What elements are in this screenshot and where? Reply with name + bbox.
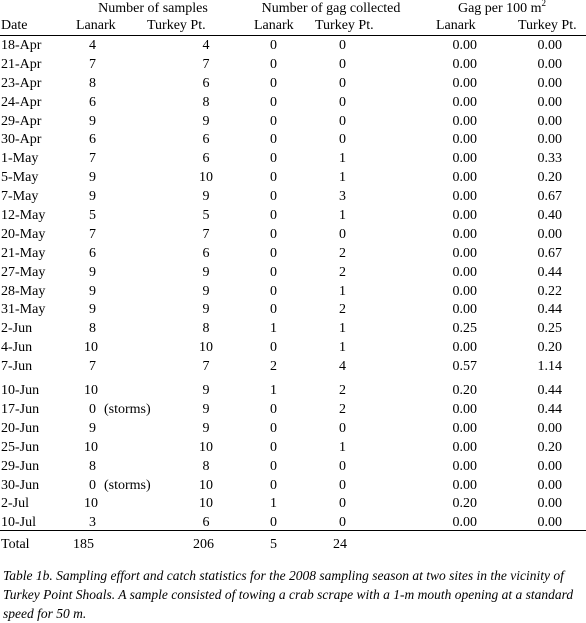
turkey-density-cell: 0.44: [537, 264, 562, 280]
date-cell: 4-Jun: [1, 340, 33, 356]
turkey-samples-cell: 5: [202, 208, 210, 224]
date-cell: 2-Jun: [1, 321, 33, 337]
turkey-density-cell: 0.00: [537, 38, 562, 53]
lanark-density-cell: 0.57: [452, 359, 477, 375]
turkey-density-cell: 0.33: [537, 151, 562, 167]
turkey-samples-cell: 10: [199, 477, 213, 493]
turkey-samples-cell: 6: [202, 245, 210, 261]
turkey-density-cell: 0.00: [537, 75, 562, 91]
lanark-samples-cell: 10: [84, 383, 98, 399]
lanark-density-cell: 0.00: [452, 439, 477, 455]
total-rule: [0, 530, 586, 531]
turkey-density-cell: 0.00: [537, 458, 562, 474]
date-cell: 28-May: [1, 283, 46, 299]
lanark-gag-cell: 0: [270, 56, 277, 72]
table-row: [0, 320, 586, 339]
lanark-gag-cell: 0: [270, 38, 277, 53]
lanark-gag-cell: 0: [270, 264, 277, 280]
lanark-density-cell: 0.00: [452, 38, 477, 53]
lanark-gag-cell: 0: [270, 302, 277, 318]
superscript-two: 2: [541, 0, 547, 8]
turkey-gag-cell: 0: [339, 420, 346, 436]
column-header-date: Date: [1, 18, 28, 33]
lanark-density-cell: 0.00: [452, 283, 477, 299]
lanark-samples-note: (storms): [104, 477, 151, 493]
column-header-turkey-samples: Turkey Pt.: [147, 18, 206, 33]
turkey-samples-cell: 10: [199, 439, 213, 455]
date-cell: 7-May: [1, 189, 39, 205]
lanark-samples-cell: 7: [89, 56, 96, 72]
date-cell: 29-Jun: [1, 458, 40, 474]
turkey-gag-cell: 3: [339, 189, 346, 205]
lanark-density-cell: 0.00: [452, 515, 477, 531]
date-cell: 18-Apr: [1, 38, 42, 53]
turkey-density-cell: 0.20: [537, 340, 562, 356]
date-cell: 10-Jul: [1, 515, 36, 531]
column-header-turkey-gag: Turkey Pt.: [315, 18, 374, 33]
total-label: Total: [1, 537, 30, 552]
total-row: [0, 536, 586, 554]
lanark-density-cell: 0.00: [452, 208, 477, 224]
turkey-gag-cell: 2: [339, 264, 346, 280]
lanark-gag-cell: 1: [270, 321, 277, 337]
table-row: [0, 495, 586, 514]
lanark-density-cell: 0.00: [452, 170, 477, 186]
lanark-density-cell: 0.00: [452, 420, 477, 436]
date-cell: 1-May: [1, 151, 39, 167]
turkey-density-cell: 0.00: [537, 477, 562, 493]
table-body: [0, 37, 586, 533]
turkey-gag-cell: 2: [339, 383, 346, 399]
lanark-gag-cell: 2: [270, 359, 277, 375]
lanark-density-cell: 0.00: [452, 245, 477, 261]
lanark-samples-cell: 10: [84, 340, 98, 356]
date-cell: 21-May: [1, 245, 46, 261]
lanark-density-cell: 0.00: [452, 302, 477, 318]
lanark-density-cell: 0.00: [452, 56, 477, 72]
table-row: [0, 150, 586, 169]
turkey-samples-cell: 6: [202, 515, 210, 531]
lanark-gag-cell: 0: [270, 189, 277, 205]
lanark-samples-cell: 8: [89, 321, 96, 337]
lanark-samples-cell: 9: [89, 420, 96, 436]
date-cell: 30-Jun: [1, 477, 40, 493]
lanark-density-cell: 0.00: [452, 402, 477, 418]
lanark-gag-cell: 1: [270, 383, 277, 399]
lanark-density-cell: 0.00: [452, 132, 477, 148]
header-gag-per-100m2-text: Gag per 100 m: [457, 1, 542, 16]
lanark-density-cell: 0.00: [452, 458, 477, 474]
lanark-gag-cell: 1: [270, 496, 277, 512]
table-row: [0, 226, 586, 245]
lanark-gag-cell: 0: [270, 151, 277, 167]
turkey-samples-cell: 9: [202, 189, 210, 205]
turkey-density-cell: 0.00: [537, 113, 562, 129]
table-row: [0, 94, 586, 113]
date-cell: 25-Jun: [1, 439, 40, 455]
turkey-gag-cell: 2: [339, 302, 346, 318]
turkey-gag-cell: 1: [339, 321, 346, 337]
lanark-gag-cell: 0: [270, 283, 277, 299]
turkey-samples-cell: 8: [202, 94, 210, 110]
turkey-samples-cell: 9: [202, 402, 210, 418]
lanark-gag-cell: 0: [270, 439, 277, 455]
lanark-gag-cell: 0: [270, 226, 277, 242]
turkey-samples-cell: 6: [202, 132, 210, 148]
lanark-gag-cell: 0: [270, 94, 277, 110]
header-number-of-gag-collected: Number of gag collected: [261, 1, 401, 16]
lanark-samples-cell: 7: [89, 226, 96, 242]
lanark-density-cell: 0.00: [452, 264, 477, 280]
turkey-gag-cell: 0: [339, 56, 346, 72]
lanark-samples-note: (storms): [104, 402, 151, 418]
table-row: [0, 207, 586, 226]
date-cell: 17-Jun: [1, 402, 40, 418]
table-row: [0, 245, 586, 264]
turkey-gag-cell: 1: [339, 151, 346, 167]
date-cell: 10-Jun: [1, 383, 40, 399]
turkey-gag-cell: 2: [339, 245, 346, 261]
turkey-gag-cell: 1: [339, 208, 346, 224]
turkey-density-cell: 1.14: [537, 359, 562, 375]
turkey-density-cell: 0.44: [537, 383, 562, 399]
turkey-density-cell: 0.44: [537, 402, 562, 418]
column-header-lanark-gag: Lanark: [254, 18, 294, 33]
turkey-gag-cell: 1: [339, 439, 346, 455]
table-row: [0, 169, 586, 188]
date-cell: 12-May: [1, 208, 46, 224]
lanark-gag-cell: 0: [270, 515, 277, 531]
lanark-samples-cell: 6: [89, 94, 96, 110]
turkey-density-cell: 0.00: [537, 94, 562, 110]
lanark-density-cell: 0.25: [452, 321, 477, 337]
lanark-gag-cell: 0: [270, 245, 277, 261]
lanark-samples-cell: 3: [89, 515, 96, 531]
lanark-gag-cell: 0: [270, 208, 277, 224]
table-row: [0, 439, 586, 458]
date-cell: 2-Jul: [1, 496, 29, 512]
table-row: [0, 401, 586, 420]
date-cell: 20-May: [1, 226, 46, 242]
lanark-density-cell: 0.00: [452, 477, 477, 493]
turkey-density-cell: 0.00: [537, 496, 562, 512]
table-row: [0, 75, 586, 94]
table-row: [0, 477, 586, 496]
lanark-density-cell: 0.00: [452, 75, 477, 91]
date-cell: 5-May: [1, 170, 39, 186]
turkey-samples-cell: 7: [202, 56, 210, 72]
lanark-samples-cell: 10: [84, 439, 98, 455]
column-header-turkey-density: Turkey Pt.: [518, 18, 577, 33]
date-cell: 31-May: [1, 302, 46, 318]
date-cell: 23-Apr: [1, 75, 42, 91]
lanark-samples-cell: 4: [89, 38, 96, 53]
lanark-gag-cell: 0: [270, 340, 277, 356]
column-header-lanark-density: Lanark: [436, 18, 476, 33]
lanark-density-cell: 0.00: [452, 113, 477, 129]
turkey-samples-cell: 8: [202, 321, 210, 337]
turkey-samples-cell: 10: [199, 340, 213, 356]
lanark-samples-cell: 7: [89, 151, 96, 167]
total-turkey-gag: 24: [333, 537, 347, 552]
table-caption: Table 1b. Sampling effort and catch statistics for the 2008 sampling season at two sites in the vicinity of Turkey Point Shoals. A sample consisted of towing a crab scrape with a 1-m mouth opening at a standard speed for 50 m.: [3, 568, 574, 621]
table-row: [0, 37, 586, 56]
date-cell: 21-Apr: [1, 56, 42, 72]
table-row: [0, 56, 586, 75]
turkey-density-cell: 0.00: [537, 515, 562, 531]
turkey-gag-cell: 0: [339, 94, 346, 110]
lanark-samples-cell: 9: [89, 264, 96, 280]
lanark-gag-cell: 0: [270, 477, 277, 493]
lanark-density-cell: 0.20: [452, 496, 477, 512]
turkey-samples-cell: 9: [202, 302, 210, 318]
lanark-gag-cell: 0: [270, 170, 277, 186]
lanark-samples-cell: 9: [89, 283, 96, 299]
lanark-density-cell: 0.00: [452, 189, 477, 205]
turkey-density-cell: 0.67: [537, 189, 562, 205]
lanark-gag-cell: 0: [270, 458, 277, 474]
lanark-samples-cell: 9: [89, 170, 96, 186]
table-row: [0, 339, 586, 358]
turkey-density-cell: 0.00: [537, 56, 562, 72]
turkey-samples-cell: 10: [199, 170, 213, 186]
turkey-density-cell: 0.44: [537, 302, 562, 318]
turkey-gag-cell: 0: [339, 38, 346, 53]
turkey-density-cell: 0.40: [537, 208, 562, 224]
table-row: [0, 188, 586, 207]
turkey-gag-cell: 1: [339, 170, 346, 186]
turkey-density-cell: 0.25: [537, 321, 562, 337]
lanark-samples-cell: 8: [89, 458, 96, 474]
turkey-gag-cell: 1: [339, 340, 346, 356]
turkey-gag-cell: 2: [339, 402, 346, 418]
date-cell: 30-Apr: [1, 132, 42, 148]
turkey-gag-cell: 0: [339, 477, 346, 493]
turkey-gag-cell: 0: [339, 496, 346, 512]
table-row: [0, 382, 586, 401]
turkey-samples-cell: 9: [202, 113, 210, 129]
turkey-gag-cell: 1: [339, 283, 346, 299]
turkey-density-cell: 0.20: [537, 439, 562, 455]
lanark-density-cell: 0.00: [452, 340, 477, 356]
lanark-samples-cell: 9: [89, 189, 96, 205]
turkey-gag-cell: 0: [339, 458, 346, 474]
turkey-gag-cell: 0: [339, 113, 346, 129]
turkey-samples-cell: 7: [202, 359, 210, 375]
table-row: [0, 420, 586, 439]
lanark-gag-cell: 0: [270, 113, 277, 129]
lanark-samples-cell: 8: [89, 75, 96, 91]
turkey-samples-cell: 7: [202, 226, 210, 242]
header-number-of-samples: Number of samples: [98, 1, 208, 16]
table-row: [0, 131, 586, 150]
lanark-density-cell: 0.20: [452, 383, 477, 399]
lanark-gag-cell: 0: [270, 402, 277, 418]
turkey-density-cell: 0.00: [537, 132, 562, 148]
table-row: [0, 113, 586, 132]
lanark-density-cell: 0.00: [452, 94, 477, 110]
lanark-density-cell: 0.00: [452, 151, 477, 167]
turkey-samples-cell: 9: [202, 264, 210, 280]
table-row: [0, 358, 586, 382]
turkey-samples-cell: 6: [202, 151, 210, 167]
lanark-samples-cell: 9: [89, 113, 96, 129]
lanark-samples-cell: 6: [89, 245, 96, 261]
turkey-gag-cell: 4: [339, 359, 346, 375]
turkey-samples-cell: 9: [202, 383, 210, 399]
date-cell: 24-Apr: [1, 94, 42, 110]
turkey-gag-cell: 0: [339, 515, 346, 531]
table-row: [0, 283, 586, 302]
total-lanark-gag: 5: [270, 537, 277, 552]
lanark-density-cell: 0.00: [452, 226, 477, 242]
turkey-density-cell: 0.00: [537, 226, 562, 242]
total-lanark-samples: 185: [73, 537, 94, 552]
lanark-gag-cell: 0: [270, 132, 277, 148]
column-header-lanark-samples: Lanark: [76, 18, 116, 33]
turkey-samples-cell: 6: [202, 75, 210, 91]
lanark-gag-cell: 0: [270, 420, 277, 436]
date-cell: 27-May: [1, 264, 46, 280]
date-cell: 20-Jun: [1, 420, 40, 436]
turkey-samples-cell: 8: [202, 458, 210, 474]
turkey-samples-cell: 9: [202, 420, 210, 436]
date-cell: 29-Apr: [1, 113, 42, 129]
lanark-gag-cell: 0: [270, 75, 277, 91]
turkey-density-cell: 0.00: [537, 420, 562, 436]
turkey-density-cell: 0.67: [537, 245, 562, 261]
header-rule: [0, 35, 586, 36]
turkey-density-cell: 0.20: [537, 170, 562, 186]
table-row: [0, 301, 586, 320]
total-turkey-samples: 206: [193, 537, 214, 552]
lanark-samples-cell: 6: [89, 132, 96, 148]
turkey-gag-cell: 0: [339, 75, 346, 91]
turkey-samples-cell: 9: [202, 283, 210, 299]
turkey-density-cell: 0.22: [537, 283, 562, 299]
header-gag-per-100m2: [418, 0, 586, 18]
date-cell: 7-Jun: [1, 359, 33, 375]
lanark-samples-cell: 5: [89, 208, 96, 224]
table-row: [0, 458, 586, 477]
turkey-samples-cell: 10: [199, 496, 213, 512]
turkey-gag-cell: 0: [339, 226, 346, 242]
lanark-samples-cell: 0: [89, 402, 96, 418]
table-row: [0, 264, 586, 283]
lanark-samples-cell: 9: [89, 302, 96, 318]
turkey-samples-cell: 4: [202, 38, 210, 53]
turkey-gag-cell: 0: [339, 132, 346, 148]
lanark-samples-cell: 10: [84, 496, 98, 512]
lanark-samples-cell: 7: [89, 359, 96, 375]
lanark-samples-cell: 0: [89, 477, 96, 493]
